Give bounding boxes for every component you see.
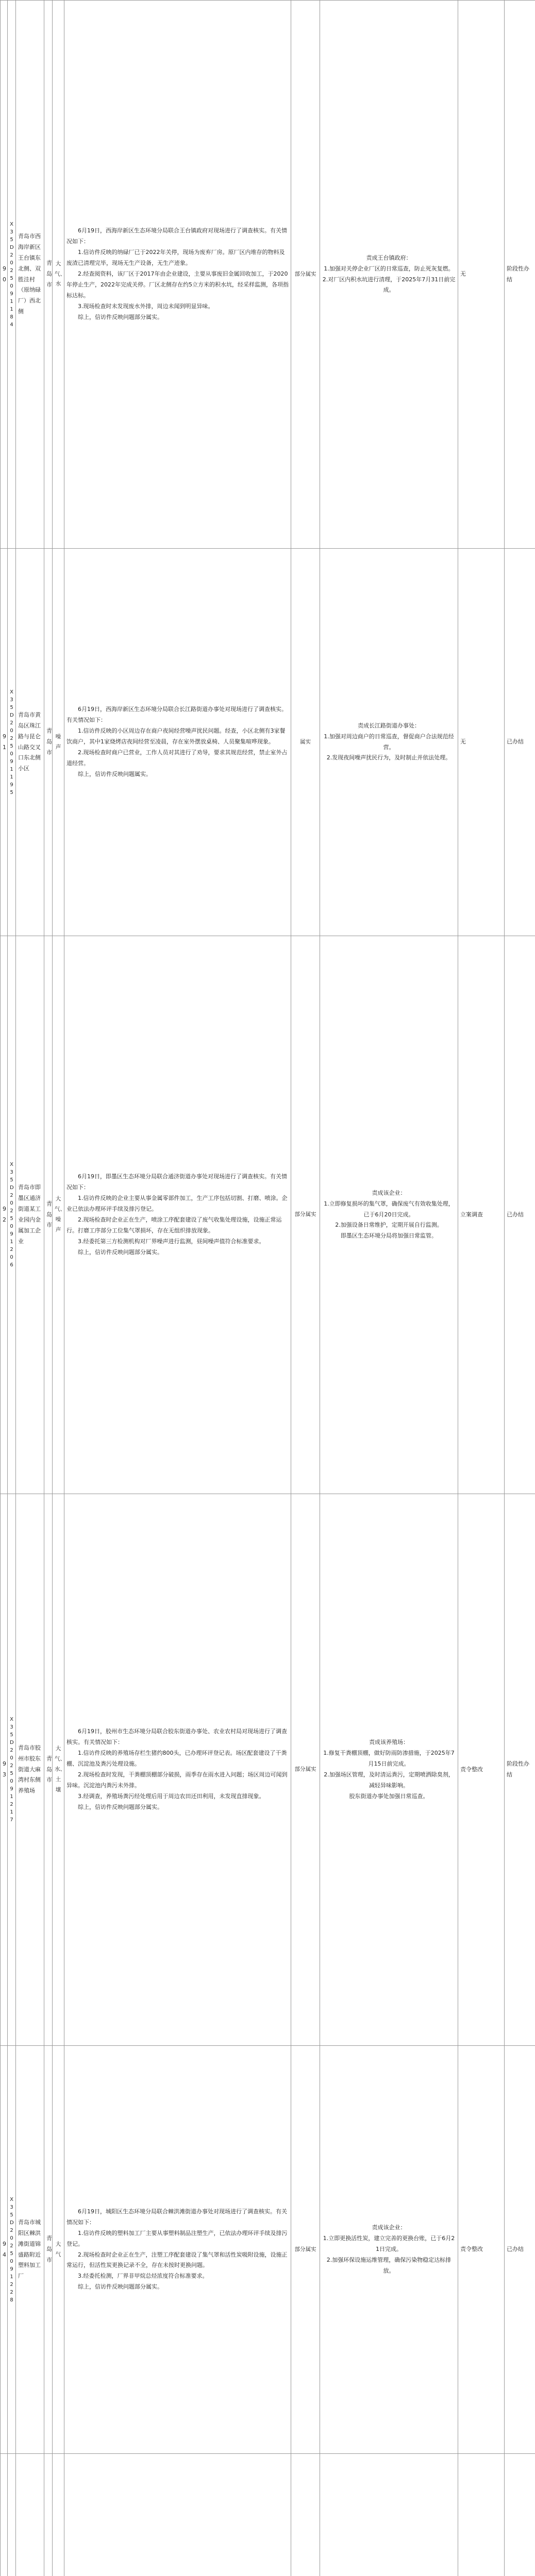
case-row — [1, 1494, 535, 2046]
case-batch-number: X35D2025091206 — [8, 936, 16, 1494]
case-location: 青岛市西海岸新区王台镇东北侧、双胜洼村（原纳碌厂）西北侧 — [16, 1, 44, 549]
case-rectification-measures-paragraph: 责成王台镇政府： — [366, 254, 412, 261]
case-index: 93 — [1, 1494, 8, 2046]
case-status: 已办结 — [505, 549, 535, 936]
case-conclusion: 部分属实 — [291, 1, 320, 549]
case-index: 94 — [1, 2046, 8, 2454]
case-investigation-details — [64, 1494, 291, 2046]
case-row — [1, 1, 535, 549]
case-accountability: 立案调查 — [458, 936, 505, 1494]
case-batch-number: X35D2025091184 — [8, 1, 16, 549]
case-row — [1, 2454, 535, 2576]
case-table-body — [1, 1, 535, 2576]
case-investigation-details-paragraph: 综上，信访件反映问题属实。 — [78, 770, 152, 777]
case-investigation-details-paragraph: 2.现场检查时商户已营业，工作人员对其进行了劝导，要求其规范经营，禁止室外占道经营。 — [66, 749, 288, 767]
case-row — [1, 936, 535, 1494]
case-rectification-measures-paragraph: 责成该养殖场： — [369, 1739, 409, 1746]
case-region: 青岛市 — [44, 2046, 53, 2454]
case-investigation-details-paragraph: 2.现场检查时发现，干粪棚顶棚部分破损，雨季存在雨水进入问题；场区周边可闻到异味。沉淀池内粪污未外排。 — [66, 1771, 288, 1789]
case-rectification-measures-paragraph: 胶东街道办事处加强日常巡查。 — [349, 1792, 429, 1800]
case-rectification-measures — [320, 2454, 458, 2576]
case-rectification-measures — [320, 549, 458, 936]
case-region: 青岛市 — [44, 936, 53, 1494]
case-accountability: 无 — [458, 1, 505, 549]
case-index: 92 — [1, 936, 8, 1494]
case-rectification-measures — [320, 936, 458, 1494]
case-investigation-details-paragraph: 1.信访件反映的养殖场存栏生猪约800头，已办理环评登记表。场区配套建设了干粪棚、沉淀池及粪污处理设施。 — [66, 1750, 287, 1768]
case-rectification-measures-paragraph: 1.修复干粪棚顶棚，做好防雨防渗措施，于2025年7月15日前完成。 — [323, 1750, 455, 1768]
case-conclusion: 属实 — [291, 549, 320, 936]
case-investigation-details-paragraph: 1.信访件反映的企业主要从事金属零部件加工，生产工序包括切割、打磨、喷涂。企业已依法办理环评手续及排污登记。 — [66, 1195, 288, 1213]
case-index: 90 — [1, 1, 8, 549]
case-investigation-details-paragraph: 1.信访件反映的小区周边存在商户夜间经营噪声扰民问题。经查，小区北侧有3家餐饮商户，其中1家烧烤店夜间经营至凌晨，存在室外摆放桌椅、人员聚集喧哗现象。 — [66, 727, 286, 745]
case-investigation-details — [64, 549, 291, 936]
case-status: 阶段性办结 — [505, 1494, 535, 2046]
case-rectification-measures-paragraph: 1.加强对关停企业厂区的日常巡查，防止死灰复燃。 — [324, 265, 454, 272]
case-region: 青岛市 — [44, 549, 53, 936]
case-pollution-type: 噪声 — [53, 549, 64, 936]
case-region: 青岛市 — [44, 1, 53, 549]
case-rectification-measures-paragraph: 2.加强环保设施运维管理，确保污染物稳定达标排放。 — [326, 2256, 452, 2274]
case-rectification-measures — [320, 1, 458, 549]
case-status — [505, 2454, 535, 2576]
case-rectification-measures-paragraph: 责成该企业： — [372, 1189, 406, 1196]
case-investigation-details-paragraph: 3.经委托检测，厂界非甲烷总烃浓度符合标准要求。 — [78, 2273, 208, 2280]
case-location: 青岛市城阳区棘洪滩街道锦盛路附近塑料加工厂 — [16, 2046, 44, 2454]
case-region — [44, 2454, 53, 2576]
case-investigation-details-paragraph: 2.现场检查时企业正在生产，注塑工序配套建设了集气罩和活性炭吸附设施，设施正常运行，但活性炭更换记录不全，存在未按时更换问题。 — [66, 2251, 288, 2269]
case-investigation-details — [64, 936, 291, 1494]
case-investigation-details-paragraph: 综上，信访件反映问题部分属实。 — [78, 2283, 163, 2291]
case-batch-number: X35D2025091228 — [8, 2046, 16, 2454]
case-rectification-measures — [320, 1494, 458, 2046]
case-rectification-measures-paragraph: 1.立即修复损坏的集气罩，确保废气有效收集处理，已于6月20日完成。 — [324, 1200, 454, 1218]
case-pollution-type: 大气、水 — [53, 1, 64, 549]
case-conclusion — [291, 2454, 320, 2576]
case-investigation-details-paragraph: 6月19日，即墨区生态环境分局联合通济街道办事处对现场进行了调查核实。有关情况如下： — [66, 1173, 287, 1191]
case-accountability: 责令整改 — [458, 2046, 505, 2454]
case-rectification-measures-paragraph: 2.加强设备日常维护，定期开展自行监测。 — [335, 1222, 443, 1229]
case-location: 青岛市胶州市胶东街道大麻湾村东侧养殖场 — [16, 1494, 44, 2046]
case-rectification-measures-paragraph: 2.发现夜间噪声扰民行为，及时制止并依法处理。 — [326, 754, 452, 761]
case-pollution-type: 大气、水、土壤 — [53, 1494, 64, 2046]
case-status: 阶段性办结 — [505, 1, 535, 549]
case-investigation-details-paragraph: 1.信访件反映的塑料加工厂主要从事塑料制品注塑生产，已依法办理环评手续及排污登记。 — [66, 2229, 288, 2247]
case-batch-number — [8, 2454, 16, 2576]
case-batch-number: X35D2025091195 — [8, 549, 16, 936]
case-rectification-measures-paragraph: 2.对厂区内积水坑进行清理，于2025年7月31日前完成。 — [322, 276, 456, 294]
case-batch-number: X35D2025091217 — [8, 1494, 16, 2046]
case-investigation-details-paragraph: 综上，信访件反映问题部分属实。 — [78, 1803, 163, 1810]
case-row — [1, 549, 535, 936]
case-pollution-type: 大气、噪声 — [53, 936, 64, 1494]
case-pollution-type: 大气 — [53, 2046, 64, 2454]
case-investigation-details-paragraph: 6月19日，西海岸新区生态环境分局联合长江路街道办事处对现场进行了调查核实。有关情况如下： — [66, 706, 287, 724]
case-rectification-measures-paragraph: 1.立即更换活性炭，建立完善的更换台账，已于6月21日完成。 — [323, 2235, 455, 2253]
case-rectification-measures — [320, 2046, 458, 2454]
case-region: 青岛市 — [44, 1494, 53, 2046]
case-rectification-measures-paragraph: 即墨区生态环境分局将加强日常监管。 — [341, 1232, 437, 1240]
case-accountability: 无 — [458, 549, 505, 936]
case-investigation-details-paragraph: 3.经委托第三方检测机构对厂界噪声进行监测，昼间噪声值符合标准要求。 — [78, 1238, 265, 1245]
case-location: 青岛市即墨区通济街道某工业园内金属加工企业 — [16, 936, 44, 1494]
case-conclusion: 部分属实 — [291, 1494, 320, 2046]
case-conclusion: 部分属实 — [291, 2046, 320, 2454]
case-accountability: 责令整改 — [458, 1494, 505, 2046]
case-accountability — [458, 2454, 505, 2576]
case-status: 已办结 — [505, 2046, 535, 2454]
case-investigation-details — [64, 2454, 291, 2576]
case-investigation-details-paragraph: 6月19日，西海岸新区生态环境分局联合王台镇政府对现场进行了调查核实。有关情况如下： — [66, 227, 287, 245]
case-investigation-details-paragraph: 6月19日，城阳区生态环境分局联合棘洪滩街道办事处对现场进行了调查核实。有关情况如下： — [66, 2208, 287, 2226]
case-location — [16, 2454, 44, 2576]
case-index: 91 — [1, 549, 8, 936]
case-investigation-details-paragraph: 2.经查阅资料，该厂区于2017年由企业建设，主要从事废旧金属回收加工，于2020年停止生产，2022年完成关停。厂区北侧存在约5立方米的积水坑，经采样监测，各项指标达标。 — [66, 270, 289, 299]
case-investigation-details-paragraph: 综上，信访件反映问题部分属实。 — [78, 313, 163, 320]
case-investigation-details-paragraph: 2.现场检查时企业正在生产，喷涂工序配套建设了废气收集处理设施，设施正常运行。打磨工序部分工位集气罩损坏，存在无组织排放现象。 — [66, 1216, 282, 1234]
case-investigation-details — [64, 1, 291, 549]
case-rectification-measures-paragraph: 2.加强场区管理，及时清运粪污，定期喷洒除臭剂，减轻异味影响。 — [324, 1771, 454, 1789]
case-rectification-measures-paragraph: 1.加强对周边商户的日常巡查，督促商户合法规范经营。 — [324, 733, 454, 751]
case-investigation-details-paragraph: 6月19日，胶州市生态环境分局联合胶东街道办事处、农业农村局对现场进行了调查核实。有关情况如下： — [66, 1728, 287, 1746]
case-conclusion: 部分属实 — [291, 936, 320, 1494]
case-location: 青岛市黄岛区珠江路与昆仑山路交叉口东北侧小区 — [16, 549, 44, 936]
case-status: 已办结 — [505, 936, 535, 1494]
case-pollution-type — [53, 2454, 64, 2576]
case-rectification-measures-paragraph: 责成长江路街道办事处： — [358, 722, 420, 729]
case-index — [1, 2454, 8, 2576]
case-rectification-measures-paragraph: 责成该企业： — [372, 2224, 406, 2231]
case-row — [1, 2046, 535, 2454]
case-investigation-details-paragraph: 3.现场检查时未发现废水外排，周边未闻到明显异味。 — [78, 302, 214, 310]
case-investigation-details-paragraph: 综上，信访件反映问题部分属实。 — [78, 1248, 163, 1256]
case-investigation-details-paragraph: 3.经调查，养殖场粪污经处理后用于周边农田还田利用，未发现直排现象。 — [78, 1792, 265, 1800]
case-investigation-details — [64, 2046, 291, 2454]
case-investigation-details-paragraph: 1.信访件反映的纳碌厂已于2022年关停，现场为废弃厂房。原厂区内堆存的物料及废渣已清理完毕，现场无生产设备，无生产迹象。 — [66, 249, 285, 267]
